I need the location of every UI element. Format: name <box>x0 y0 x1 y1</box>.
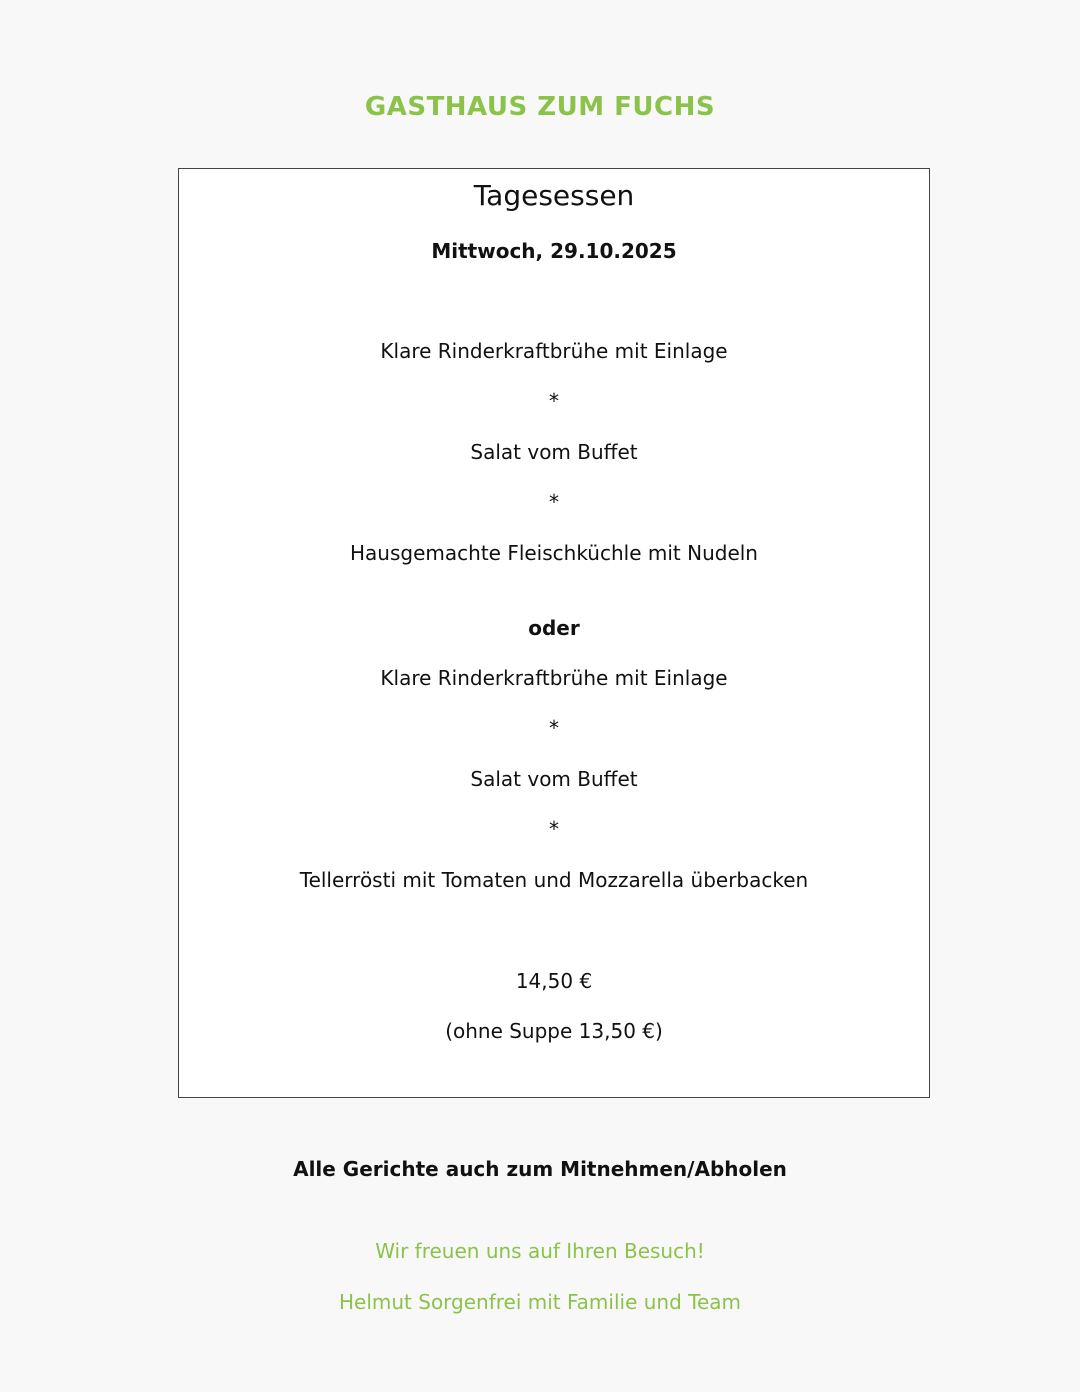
option1-salad: Salat vom Buffet <box>470 440 638 464</box>
takeaway-note: Alle Gerichte auch zum Mitnehmen/Abholen <box>293 1157 787 1181</box>
restaurant-name: GASTHAUS ZUM FUCHS <box>364 92 716 122</box>
option1-separator-2: * <box>549 490 559 514</box>
option2-separator-1: * <box>549 716 559 740</box>
menu-or-separator: oder <box>528 616 580 640</box>
menu-price-note: (ohne Suppe 13,50 €) <box>445 1019 663 1043</box>
daily-menu-box <box>178 168 930 1098</box>
menu-price: 14,50 € <box>515 969 593 993</box>
menu-title: Tagesessen <box>473 179 635 212</box>
menu-date: Mittwoch, 29.10.2025 <box>431 239 677 263</box>
option1-soup: Klare Rinderkraftbrühe mit Einlage <box>380 339 728 363</box>
option1-main: Hausgemachte Fleischküchle mit Nudeln <box>350 541 758 565</box>
option2-separator-2: * <box>549 817 559 841</box>
option1-separator-1: * <box>549 389 559 413</box>
option2-soup: Klare Rinderkraftbrühe mit Einlage <box>380 666 728 690</box>
option2-salad: Salat vom Buffet <box>470 767 638 791</box>
signature: Helmut Sorgenfrei mit Familie und Team <box>338 1290 742 1314</box>
greeting: Wir freuen uns auf Ihren Besuch! <box>375 1239 705 1263</box>
option2-main: Tellerrösti mit Tomaten und Mozzarella überbacken <box>299 868 809 892</box>
